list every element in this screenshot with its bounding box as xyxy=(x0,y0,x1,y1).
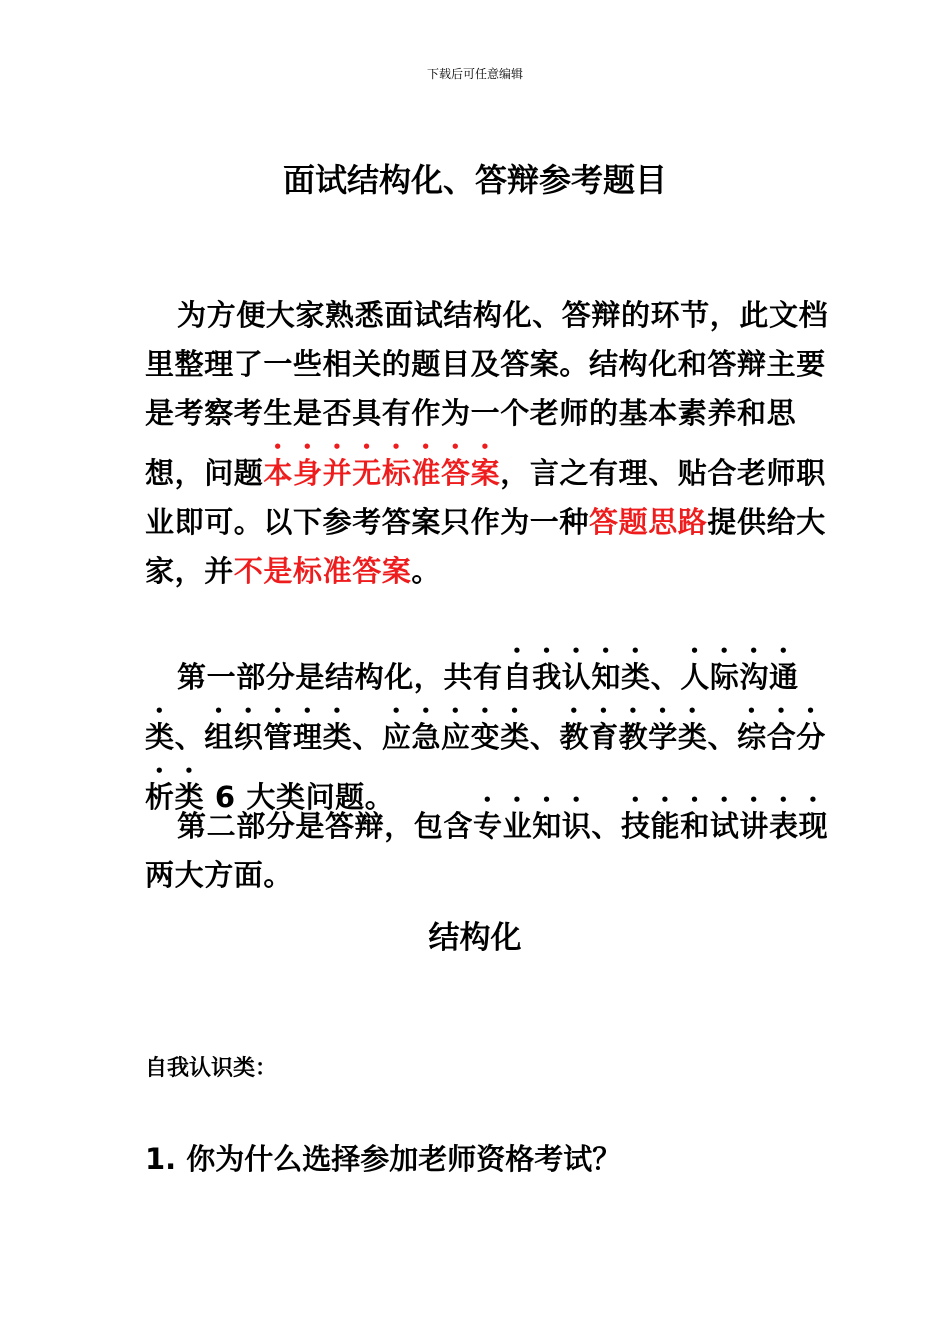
question-item: 1. 你为什么选择参加老师资格考试？ xyxy=(145,1142,622,1176)
intro-text-3: 提供给大家，并 xyxy=(145,505,826,588)
separator: 、 xyxy=(529,720,560,754)
category-emergency: 应急应变类 xyxy=(381,720,530,754)
intro-text-1: 为方便大家熟悉面试结构化、答辩的环节，此文档里整理了一些相关的题目及答案。结构化和答辩主要是考察考生是否具有作为一个老师的基本素养和思想，问题 xyxy=(145,298,829,490)
intro-text-4: 。 xyxy=(411,554,442,588)
category-self-cognition: 自我认知类 xyxy=(502,660,651,694)
category-analysis: 综合分析类 xyxy=(145,720,826,814)
intro-highlight-no-standard-answer: 本身并无标准答案 xyxy=(263,456,501,490)
topic-professional-knowledge: 专业知识 xyxy=(473,809,592,843)
intro-highlight-answer-approach: 答题思路 xyxy=(589,505,708,539)
part-two-text: 第二部分是答辩，包含 xyxy=(177,809,474,843)
separator: 、 xyxy=(591,809,622,843)
topic-skills-and-lecture: 技能和试讲表现 xyxy=(621,809,829,843)
separator: 、 xyxy=(352,720,382,754)
category-organization: 组织管理类 xyxy=(204,720,353,754)
separator: 、 xyxy=(650,660,681,694)
intro-paragraph xyxy=(145,291,835,596)
document-title: 面试结构化、答辩参考题目 xyxy=(282,161,667,199)
part-two-paragraph xyxy=(145,791,835,900)
intro-highlight-not-standard: 不是标准答案 xyxy=(233,554,412,588)
part-one-tail: 6 大类问题。 xyxy=(204,780,395,814)
category-label: 自我认识类： xyxy=(145,1056,278,1081)
separator: 、 xyxy=(707,720,738,754)
part-one-text: 第一部分是结构化，共有 xyxy=(177,660,503,694)
header-note: 下载后可任意编辑 xyxy=(426,67,523,81)
category-teaching: 教育教学类 xyxy=(559,720,708,754)
category-interpersonal: 人际沟通类 xyxy=(145,660,799,754)
part-two-tail: 两大方面。 xyxy=(145,858,294,892)
intro-text-2: ，言之有理、贴合老师职业即可。以下参考答案只作为一种 xyxy=(145,456,826,539)
separator: 、 xyxy=(174,720,205,754)
section-title: 结构化 xyxy=(428,920,522,956)
